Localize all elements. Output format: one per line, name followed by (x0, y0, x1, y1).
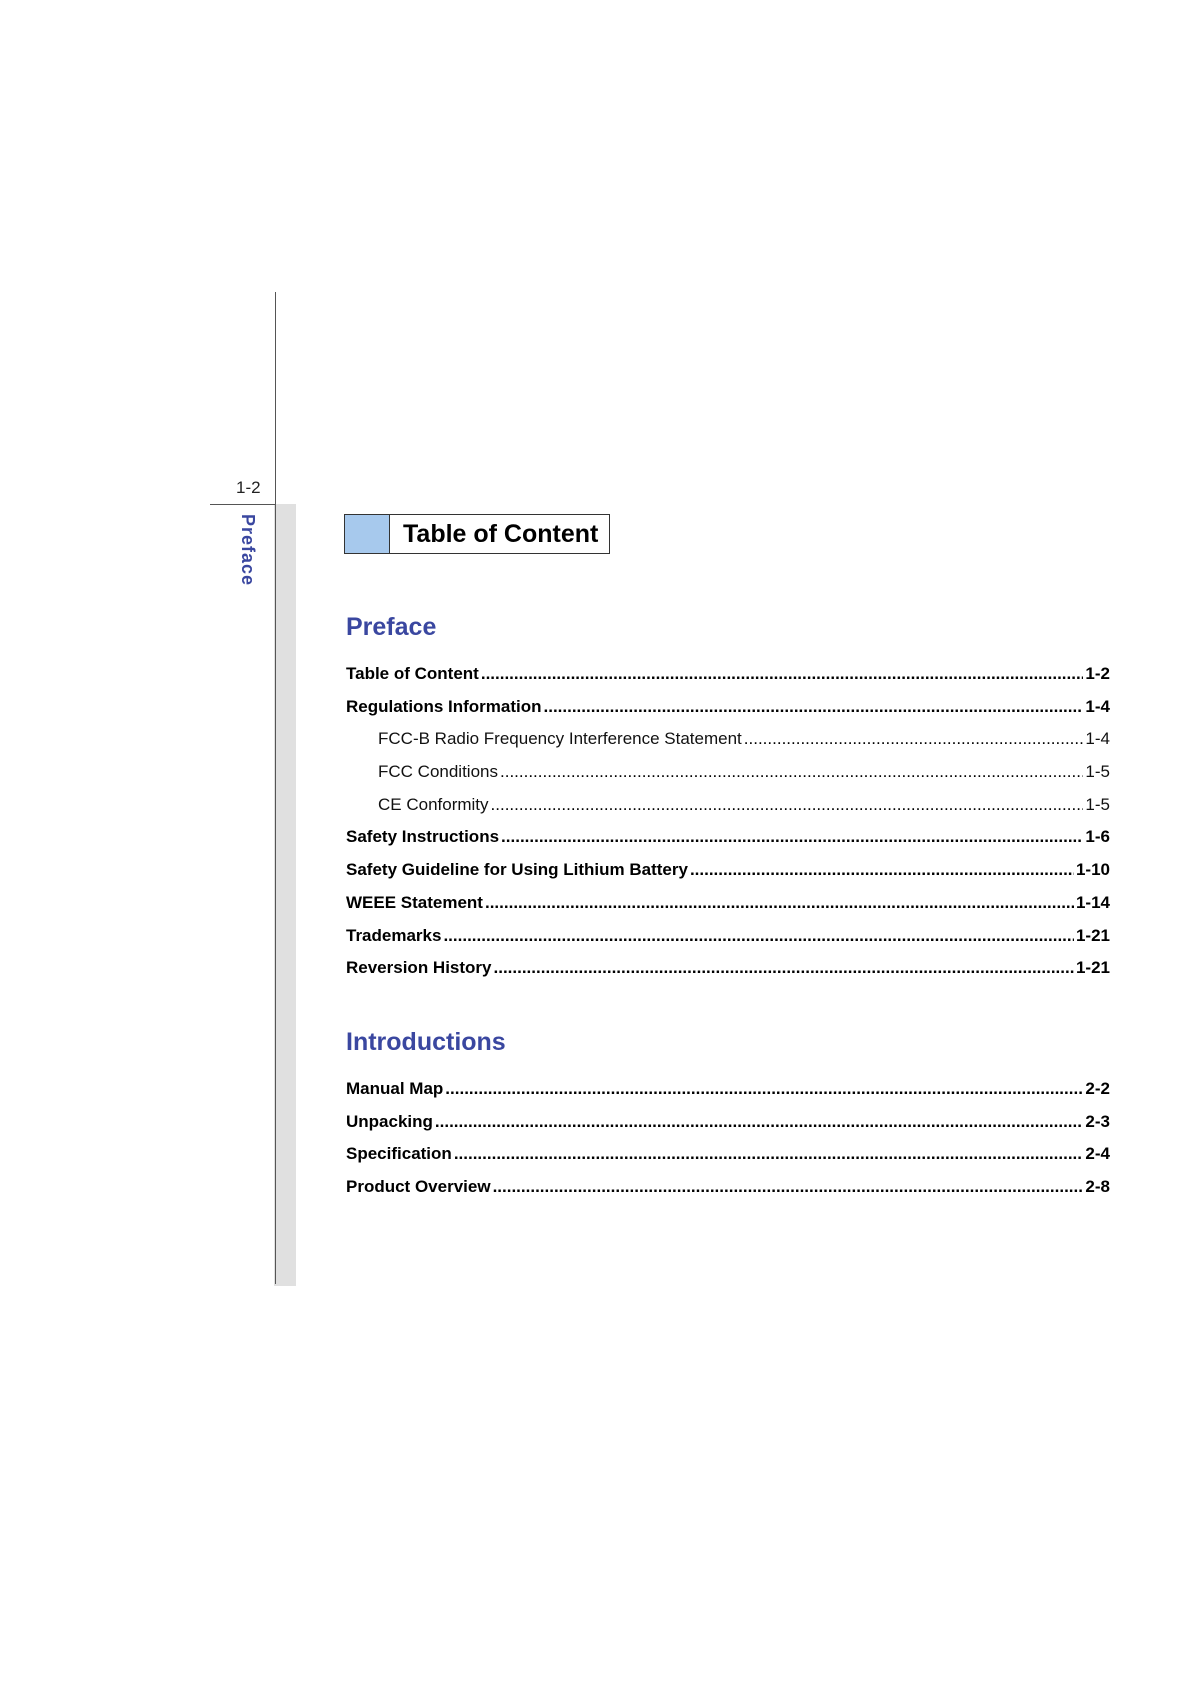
toc-dot-leader (501, 827, 1083, 847)
toc-entry-page: 1-5 (1085, 762, 1110, 782)
toc-entry[interactable] (346, 827, 1110, 860)
toc-dot-leader (690, 860, 1074, 880)
toc-dot-leader (443, 926, 1074, 946)
toc-dot-leader (491, 795, 1084, 815)
toc-entry-label: Trademarks (346, 925, 442, 945)
page-title: Table of Content (403, 519, 599, 548)
toc-entry-page: 2-2 (1085, 1079, 1110, 1098)
toc-entry-page: 1-21 (1075, 925, 1110, 945)
section-heading: Introductions (346, 1028, 506, 1056)
toc-entry-label: Specification (346, 1144, 452, 1164)
toc-dot-leader (744, 729, 1084, 749)
title-box (344, 514, 610, 554)
toc-entry-label: FCC-B Radio Frequency Interference Statement (378, 729, 742, 749)
toc-entry-page: 1-2 (1085, 664, 1110, 683)
toc-entry-page: 1-10 (1075, 860, 1110, 880)
toc-entry-label: FCC Conditions (378, 762, 498, 782)
toc-dot-leader (544, 697, 1084, 717)
margin-gray-band (274, 504, 296, 1286)
toc-entry[interactable] (346, 1144, 1110, 1177)
toc-entry-page: 2-8 (1085, 1177, 1110, 1197)
toc-dot-leader (485, 893, 1074, 913)
toc-dot-leader (454, 1144, 1084, 1164)
toc-list (346, 664, 1110, 991)
toc-entry[interactable] (346, 860, 1110, 893)
toc-entry-label: Safety Guideline for Using Lithium Battery (346, 860, 688, 880)
toc-dot-leader (481, 664, 1084, 684)
toc-entry[interactable] (346, 926, 1110, 959)
toc-entry-page: 2-3 (1085, 1111, 1110, 1131)
toc-entry[interactable] (346, 1112, 1110, 1145)
title-color-swatch (345, 515, 390, 553)
toc-entry-page: 1-14 (1075, 892, 1110, 912)
toc-section-introductions (346, 1027, 1110, 1210)
toc-entry-label: Regulations Information (346, 696, 542, 716)
toc-entry-label: Product Overview (346, 1177, 491, 1197)
page-number: 1-2 (236, 478, 261, 497)
toc-entry-page: 1-6 (1085, 827, 1110, 847)
toc-entry-label: Safety Instructions (346, 827, 500, 847)
page-number-rule (210, 504, 276, 505)
toc-entry-page: 1-4 (1085, 729, 1110, 749)
toc-entry-label: Unpacking (346, 1111, 433, 1131)
toc-entry[interactable] (346, 762, 1110, 795)
toc-section-preface (346, 612, 1110, 991)
toc-entry-page: 1-21 (1075, 958, 1110, 978)
toc-dot-leader (445, 1079, 1083, 1099)
side-section-label: Preface (238, 514, 258, 587)
toc-entry-label: Manual Map (346, 1079, 444, 1098)
toc-entry[interactable] (346, 1177, 1110, 1210)
section-heading: Preface (346, 613, 437, 641)
toc-entry[interactable] (346, 729, 1110, 762)
toc-dot-leader (435, 1112, 1084, 1132)
toc-entry[interactable] (346, 958, 1110, 991)
toc-entry-label: Reversion History (346, 958, 492, 978)
toc-dot-leader (494, 958, 1074, 978)
toc-entry-page: 1-4 (1085, 696, 1110, 716)
toc-entry[interactable] (346, 795, 1110, 828)
toc-entry-label: Table of Content (346, 664, 479, 683)
toc-entry[interactable] (346, 893, 1110, 926)
toc-entry-page: 2-4 (1085, 1144, 1110, 1164)
toc-entry-label: CE Conformity (378, 794, 489, 814)
margin-vertical-rule (275, 292, 276, 1284)
toc-dot-leader (500, 762, 1083, 782)
toc-entry-page: 1-5 (1085, 794, 1110, 814)
toc-entry[interactable] (346, 1079, 1110, 1112)
toc-entry[interactable] (346, 697, 1110, 730)
toc-entry[interactable] (346, 664, 1110, 697)
toc-entry-label: WEEE Statement (346, 892, 483, 912)
toc-dot-leader (493, 1177, 1084, 1197)
toc-list (346, 1079, 1110, 1210)
